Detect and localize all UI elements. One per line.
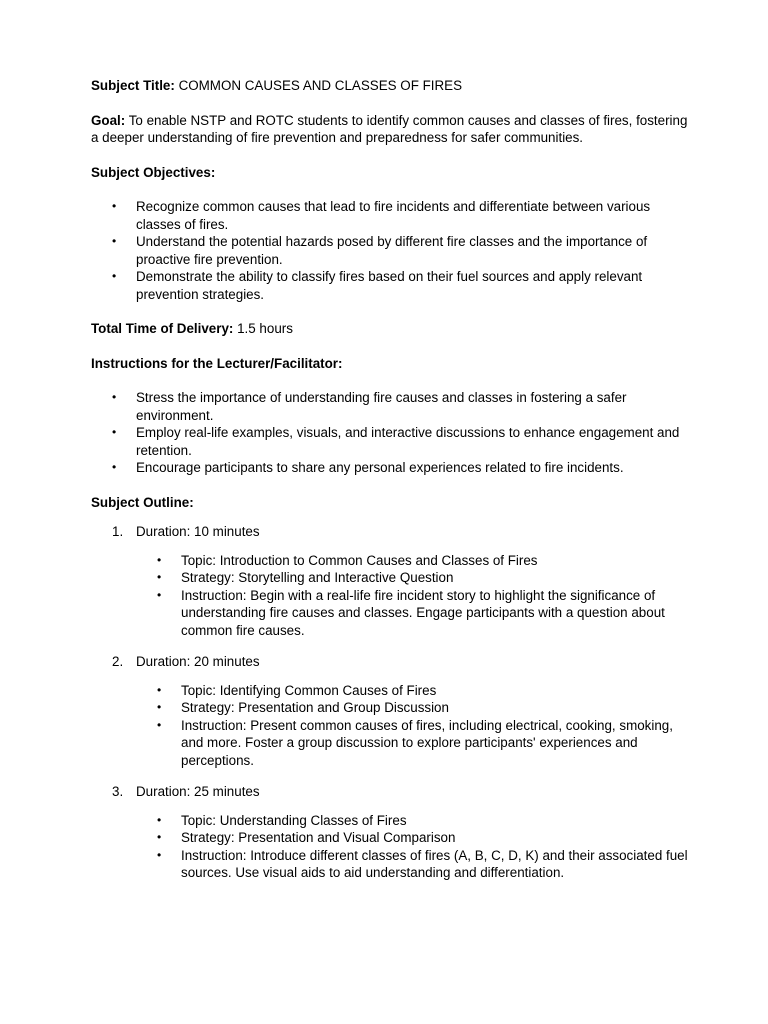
objective-text: Understand the potential hazards posed by different fire classes and the importance of proactive fire prevention. [136,234,648,267]
subject-title [91,77,691,95]
bullet-icon: • [157,700,162,714]
outline-instruction-text: Instruction: Present common causes of fires, including electrical, cooking, smoking, and more. Foster a group discussion to explore participants' experiences and perceptions. [181,717,673,768]
bullet-icon: • [112,460,117,474]
outline-item [91,783,691,882]
outline-details [136,552,691,640]
bullet-icon: • [157,682,162,697]
objective-text: Demonstrate the ability to classify fires based on their fuel sources and apply relevant prevention strategies. [136,269,643,302]
total-time [91,320,691,338]
bullet-icon: • [157,830,162,844]
bullet-icon: • [157,812,162,827]
outline-topic-text: Topic: Understanding Classes of Fires [181,812,407,828]
instructions-heading [91,355,691,373]
objective-text: Recognize common causes that lead to fire incidents and differentiate between various classes of fires. [136,199,651,232]
outline-instruction-text: Instruction: Introduce different classes of fires (A, B, C, D, K) and their associated fuel sources. Use visual aids to aid understanding and differentiation. [181,847,688,880]
objective-item [91,198,691,233]
outline-instruction [136,847,691,882]
outline-instruction [136,587,691,640]
outline-strategy [136,569,691,587]
outline-number: 1. [112,524,124,539]
bullet-icon: • [157,570,162,584]
objective-item [91,233,691,268]
outline-heading-text: Subject Outline: [91,494,194,510]
objectives-heading [91,164,691,182]
outline-topic-text: Topic: Introduction to Common Causes and Classes of Fires [181,552,538,568]
instruction-item [91,389,691,424]
bullet-icon: • [157,552,162,567]
document-page [91,77,691,896]
bullet-icon: • [157,587,162,602]
bullet-icon: • [112,269,117,283]
bullet-icon: • [112,199,117,213]
bullet-icon: • [112,390,117,404]
outline-list [91,523,691,882]
outline-instruction-text: Instruction: Begin with a real-life fire incident story to highlight the significance of understanding fire causes and classes. Engage participants with a question about common fire causes. [181,587,665,638]
total-time-label: Total Time of Delivery: [91,321,234,336]
outline-number: 2. [112,654,124,669]
goal-text: To enable NSTP and ROTC students to identify common causes and classes of fires, fostering a deeper understanding of fire prevention and preparedness for safer communities. [91,112,688,145]
outline-topic [136,812,691,830]
instruction-item [91,424,691,459]
objective-item [91,268,691,303]
instruction-text: Encourage participants to share any personal experiences related to fire incidents. [136,460,624,475]
outline-duration: Duration: 25 minutes [136,784,260,799]
outline-strategy-text: Strategy: Presentation and Visual Comparison [181,830,456,845]
outline-strategy [136,699,691,717]
objectives-list [91,198,691,303]
outline-details [136,682,691,770]
instruction-text: Employ real-life examples, visuals, and interactive discussions to enhance engagement and retention. [136,425,680,458]
instruction-item [91,459,691,477]
goal-label: Goal: [91,112,126,128]
outline-instruction [136,717,691,770]
subject-title-label: Subject Title: [91,78,175,93]
goal [91,112,691,147]
instructions-list [91,389,691,477]
outline-duration: Duration: 20 minutes [136,654,260,669]
outline-number: 3. [112,784,124,799]
instruction-text: Stress the importance of understanding fire causes and classes in fostering a safer environment. [136,390,627,423]
outline-heading [91,494,691,512]
outline-item [91,523,691,639]
outline-topic [136,552,691,570]
outline-duration: Duration: 10 minutes [136,524,260,539]
subject-title-value: COMMON CAUSES AND CLASSES OF FIRES [174,78,463,93]
bullet-icon: • [157,847,162,862]
outline-strategy-text: Strategy: Storytelling and Interactive Question [181,570,454,585]
objectives-heading-text: Subject Objectives: [91,164,216,180]
outline-details [136,812,691,882]
instructions-heading-text: Instructions for the Lecturer/Facilitator: [91,355,343,371]
outline-item [91,653,691,769]
outline-topic [136,682,691,700]
total-time-value: 1.5 hours [233,321,293,336]
bullet-icon: • [157,717,162,732]
outline-strategy [136,829,691,847]
bullet-icon: • [112,425,117,439]
bullet-icon: • [112,234,117,248]
outline-strategy-text: Strategy: Presentation and Group Discussion [181,700,449,715]
outline-topic-text: Topic: Identifying Common Causes of Fires [181,682,437,698]
